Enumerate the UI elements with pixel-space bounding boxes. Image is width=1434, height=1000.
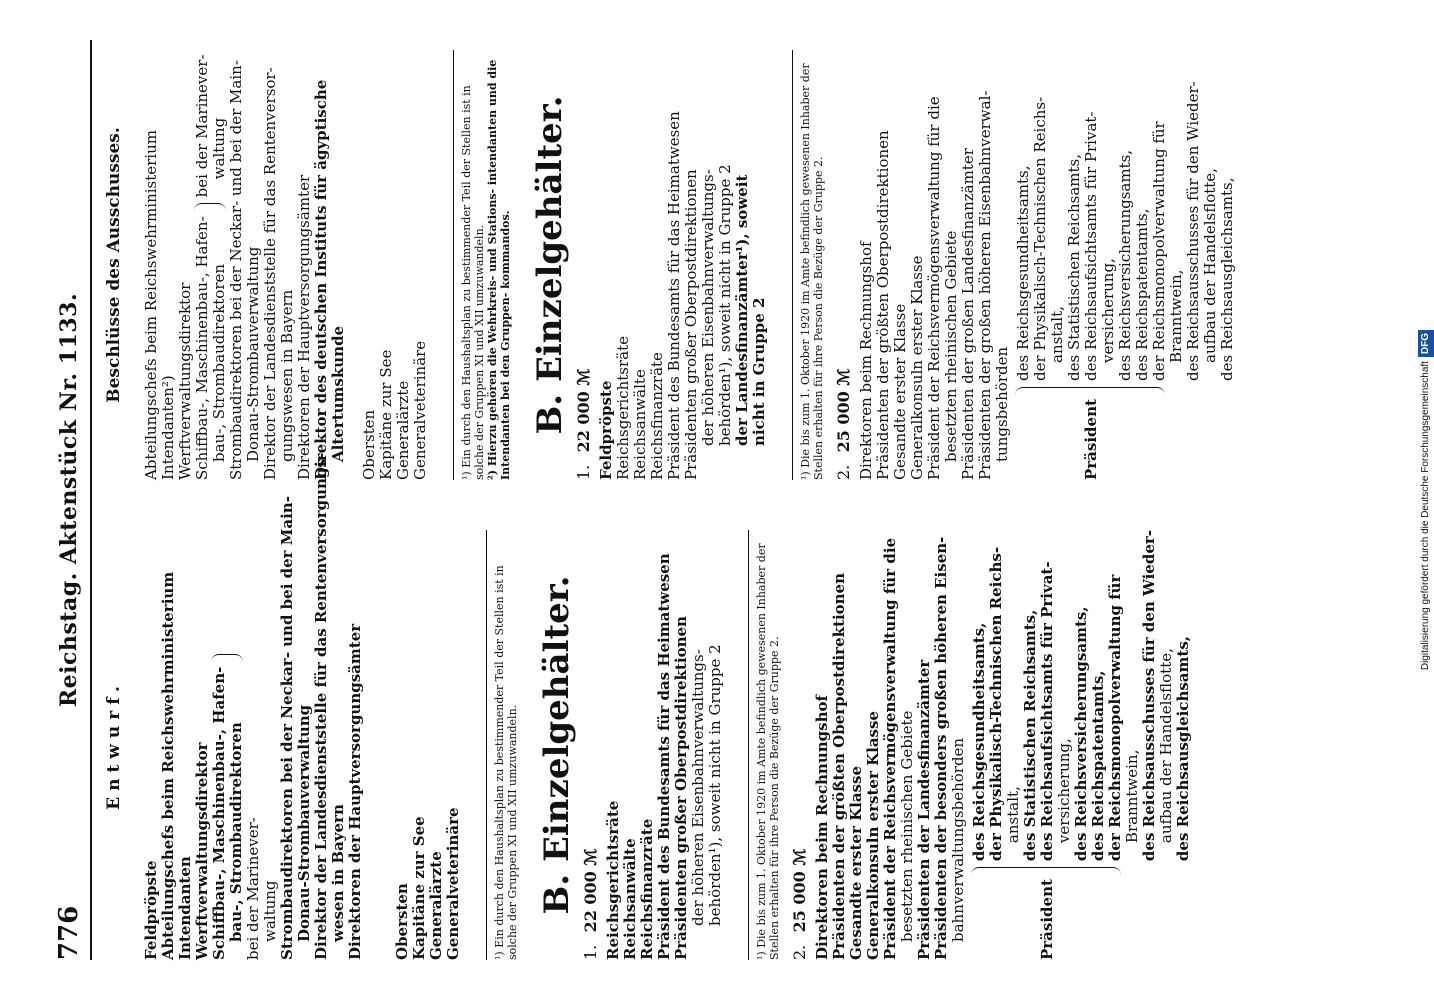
list-item: besetzten rheinischen Gebiete	[898, 710, 916, 942]
list-item: Präsidenten der großen Landesfinanzämter	[959, 148, 977, 480]
footnote-text: ²) Hierzu gehören die Wehrkreis- und Stations- intendanten und die Intendanten bei den Gruppen- kommandos.	[486, 59, 512, 480]
list-item: Direktoren beim Rechnungshof	[813, 695, 831, 960]
digitization-credit	[1418, 0, 1434, 1000]
list-item: Intendanten	[176, 856, 194, 960]
list-item: der höheren Eisenbahnverwaltungs-	[699, 169, 717, 446]
list-item: des Reichsausschusses für den Wieder-	[1140, 530, 1158, 862]
list-item: gungswesen in Bayern	[278, 289, 296, 462]
list-item: Direktor der Landesdienststelle für das Rentenversor-	[261, 67, 279, 480]
salary-group-heading	[835, 50, 852, 480]
list-item: Donau-Strombauverwaltung	[295, 704, 313, 942]
list-item: Präsident der Reichsvermögensverwaltung für die	[881, 537, 899, 960]
dfg-logo: DFG	[1418, 330, 1434, 357]
list-item: versicherung,	[1099, 258, 1117, 363]
list-item: der Landesfinanzämter¹), soweit	[733, 174, 751, 446]
list-item: Präsidenten großer Oberpostdirektionen	[672, 616, 690, 960]
list-item: Altertumskunde	[329, 325, 347, 462]
list-item: der Reichsmonopolverwaltung für	[1106, 574, 1124, 862]
list-item: des Reichsgesundheitsamts,	[970, 622, 988, 862]
credit-text: Digitalisierung gefördert durch die Deutsche Forschungsgemeinschaft	[1420, 361, 1431, 671]
list-item: Präsidenten der größten Oberpostdirektionen	[830, 572, 848, 960]
salary-group-number: 2.	[834, 464, 853, 480]
list-item: des Reichsausgleichsamts,	[1218, 177, 1236, 381]
list-item: Schiffbau-, Maschinenbau-, Hafen-	[210, 666, 228, 960]
brace-label: waltung	[210, 117, 228, 180]
list-item: behörden¹), soweit nicht in Gruppe 2	[716, 164, 734, 446]
praesident-group	[971, 530, 1192, 960]
list-item: Präsidenten großer Oberpostdirektionen	[682, 169, 700, 480]
list-item: anstalt,	[1004, 786, 1022, 844]
list-item: Feldpröpste	[597, 380, 615, 480]
brace-group	[194, 50, 228, 480]
list-item: Direktoren der Hauptversorgungsämter	[346, 623, 364, 960]
list-item: Gesandte erster Klasse	[891, 303, 909, 480]
brace-mark	[211, 654, 243, 663]
salary-amount: 22 000 ℳ	[581, 848, 600, 933]
list-item: Generalkonsuln erster Klasse	[864, 711, 882, 960]
list-item: des Reichspatentamts,	[1133, 208, 1151, 381]
list-item: Präsident der Reichsvermögensverwaltung für die	[925, 96, 943, 480]
salary-amount: 25 000 ℳ	[790, 848, 809, 933]
list-item: des Reichsausschusses für den Wieder-	[1184, 81, 1202, 381]
list-item: des Reichsaufsichtsamts für Privat-	[1038, 561, 1056, 862]
list-item: Präsidenten der Landesfinanzämter	[915, 659, 933, 960]
brace-mark	[1015, 387, 1165, 396]
list-item: des Reichsversicherungsamts,	[1116, 149, 1134, 381]
list-item: aufbau der Handelsflotte,	[1157, 648, 1175, 844]
list-item: des Reichsaufsichtsamts für Privat-	[1082, 111, 1100, 381]
brace-label: bei der Marinever-	[244, 817, 262, 960]
list-item: Direktoren der Hauptversorgungsämter	[295, 174, 313, 480]
brace-mark	[971, 867, 1121, 876]
list-item: Reichsfinanzräte	[648, 352, 666, 480]
list-item: bau-, Strombaudirektoren	[210, 263, 228, 462]
column-entwurf	[100, 452, 1192, 960]
praesident-label: Präsident	[1038, 879, 1056, 960]
list-item: des Statistischen Reichsamts,	[1021, 609, 1039, 862]
section-title: B. Einzelgehälter.	[530, 95, 570, 435]
list-item: wesen in Bayern	[329, 804, 347, 942]
salary-group-heading	[791, 530, 808, 960]
list-item: Präsident des Bundesamts für das Heimatwesen	[655, 553, 673, 960]
list-item: Abteilungschefs beim Reichswehrministerium	[142, 130, 160, 480]
salary-group-heading	[575, 50, 592, 480]
list-item: Feldpröpste	[142, 860, 160, 960]
list-item: Reichsgerichtsräte	[604, 800, 622, 960]
list-item: Präsidenten der besonders großen höheren Eisen-	[932, 536, 950, 960]
list-item: bau-, Strombaudirektoren	[227, 722, 245, 942]
column-heading: Beschlüsse des Ausschusses.	[104, 127, 124, 403]
list-item: aufbau der Handelsflotte,	[1201, 168, 1219, 363]
list-item: Kapitäne zur See	[410, 816, 428, 960]
list-item: Kapitäne zur See	[377, 349, 395, 480]
list-item: bahnverwaltungsbehörden	[949, 737, 967, 942]
list-item: Direktoren beim Rechnungshof	[857, 241, 875, 480]
page-header	[50, 40, 92, 960]
list-item: der höheren Eisenbahnverwaltungs-	[689, 649, 707, 926]
list-item: Reichsanwälte	[621, 838, 639, 960]
list-item: versicherung,	[1055, 738, 1073, 844]
list-item: Präsidenten der großen höheren Eisenbahnverwal-	[976, 90, 994, 480]
list-item: Strombaudirektoren bei der Neckar- und bei der Main-	[227, 60, 245, 480]
brace-mark	[194, 203, 226, 212]
praesident-label: Präsident	[1082, 399, 1100, 480]
list-item: Schiffbau-, Maschinenbau-, Hafen-	[193, 216, 211, 480]
list-item: Generalkonsuln erster Klasse	[908, 255, 926, 480]
list-item: tungsbehörden	[993, 346, 1011, 462]
list-item: Direktor der Landesdienststelle für das Rentenversorgungs-	[312, 452, 330, 960]
list-item: Generalärzte	[394, 380, 412, 480]
list-item: Gesandte erster Klasse	[847, 766, 865, 960]
column-heading: Entwurf.	[104, 680, 124, 810]
list-item: Generalveterinäre	[444, 807, 462, 960]
digitization-credit-text	[1418, 0, 1434, 1000]
salary-amount: 22 000 ℳ	[574, 368, 593, 453]
list-item: Direktor des deutschen Instituts für ägyptische	[312, 79, 330, 480]
brace-group	[211, 530, 279, 960]
list-item: des Reichsversicherungsamts,	[1072, 606, 1090, 862]
footnote	[453, 50, 512, 480]
list-item: Generalveterinäre	[411, 340, 429, 480]
list-item: Werftverwaltungsdirektor	[193, 742, 211, 960]
list-item: Reichsfinanzräte	[638, 818, 656, 960]
brace-label: bei der Marinever-	[193, 54, 211, 198]
brace-label: waltung	[261, 880, 279, 942]
column-beschluesse	[100, 50, 1236, 480]
list-item: Präsidenten der größten Oberpostdirektionen	[874, 130, 892, 480]
list-item: Branntwein,	[1123, 749, 1141, 844]
list-item: Strombaudirektoren bei der Neckar- und bei der Main-	[278, 496, 296, 960]
list-item: Branntwein,	[1167, 269, 1185, 363]
section-title: B. Einzelgehälter.	[537, 575, 577, 915]
page-number: 776	[54, 905, 84, 960]
footnote-text: ¹) Ein durch den Haushaltsplan zu bestimmender Teil der Stellen ist in solche der Gruppen XI und XII umzuwandeln.	[460, 85, 486, 480]
footnote: ¹) Die bis zum 1. Oktober 1920 im Amte befindlich gewesenen Inhaber der Stellen erhalten für ihre Person die Bezüge der Gruppe 2.	[748, 530, 781, 960]
list-item: besetzten rheinischen Gebiete	[942, 230, 960, 462]
list-item: Donau-Strombauverwaltung	[244, 246, 262, 462]
list-item: Obersten	[393, 883, 411, 960]
list-item: Reichsgerichtsräte	[614, 336, 632, 480]
salary-group-number: 1.	[581, 944, 600, 960]
list-item: behörden¹), soweit nicht in Gruppe 2	[706, 644, 724, 926]
list-item: Reichsanwälte	[631, 369, 649, 480]
list-item: nicht in Gruppe 2	[750, 297, 768, 446]
salary-group-number: 1.	[574, 464, 593, 480]
list-item: der Reichsmonopolverwaltung für	[1150, 121, 1168, 381]
list-item: Werftverwaltungsdirektor	[176, 282, 194, 480]
list-item: Abteilungschefs beim Reichswehrministerium	[159, 571, 177, 960]
list-item: Intendanten²)	[159, 375, 177, 480]
footnote: ¹) Die bis zum 1. Oktober 1920 im Amte befindlich gewesenen Inhaber der Stellen erhalten für ihre Person die Bezüge der Gruppe 2.	[792, 50, 825, 480]
list-item: Präsident des Bundesamts für das Heimatwesen	[665, 111, 683, 480]
salary-amount: 25 000 ℳ	[834, 368, 853, 453]
list-item: des Statistischen Reichsamts,	[1065, 154, 1083, 381]
list-item: anstalt,	[1048, 306, 1066, 363]
footnote: ¹) Ein durch den Haushaltsplan zu bestimmender Teil der Stellen ist in solche der Gruppen XI und XII umzuwandeln.	[486, 530, 519, 960]
salary-group-heading	[582, 530, 599, 960]
salary-group-number: 2.	[790, 944, 809, 960]
page-title: Reichstag. Aktenstück Nr. 1133.	[56, 292, 82, 708]
list-item: der Physikalisch-Technischen Reichs-	[1031, 96, 1049, 381]
list-item: der Physikalisch-Technischen Reichs-	[987, 546, 1005, 862]
list-item: des Reichsausgleichsamts,	[1174, 636, 1192, 862]
praesident-group	[1015, 50, 1236, 480]
list-item: des Reichsgesundheitsamts,	[1014, 165, 1032, 381]
list-item: Generalärzte	[427, 851, 445, 960]
list-item: Obersten	[360, 409, 378, 480]
list-item: des Reichspatentamts,	[1089, 670, 1107, 862]
